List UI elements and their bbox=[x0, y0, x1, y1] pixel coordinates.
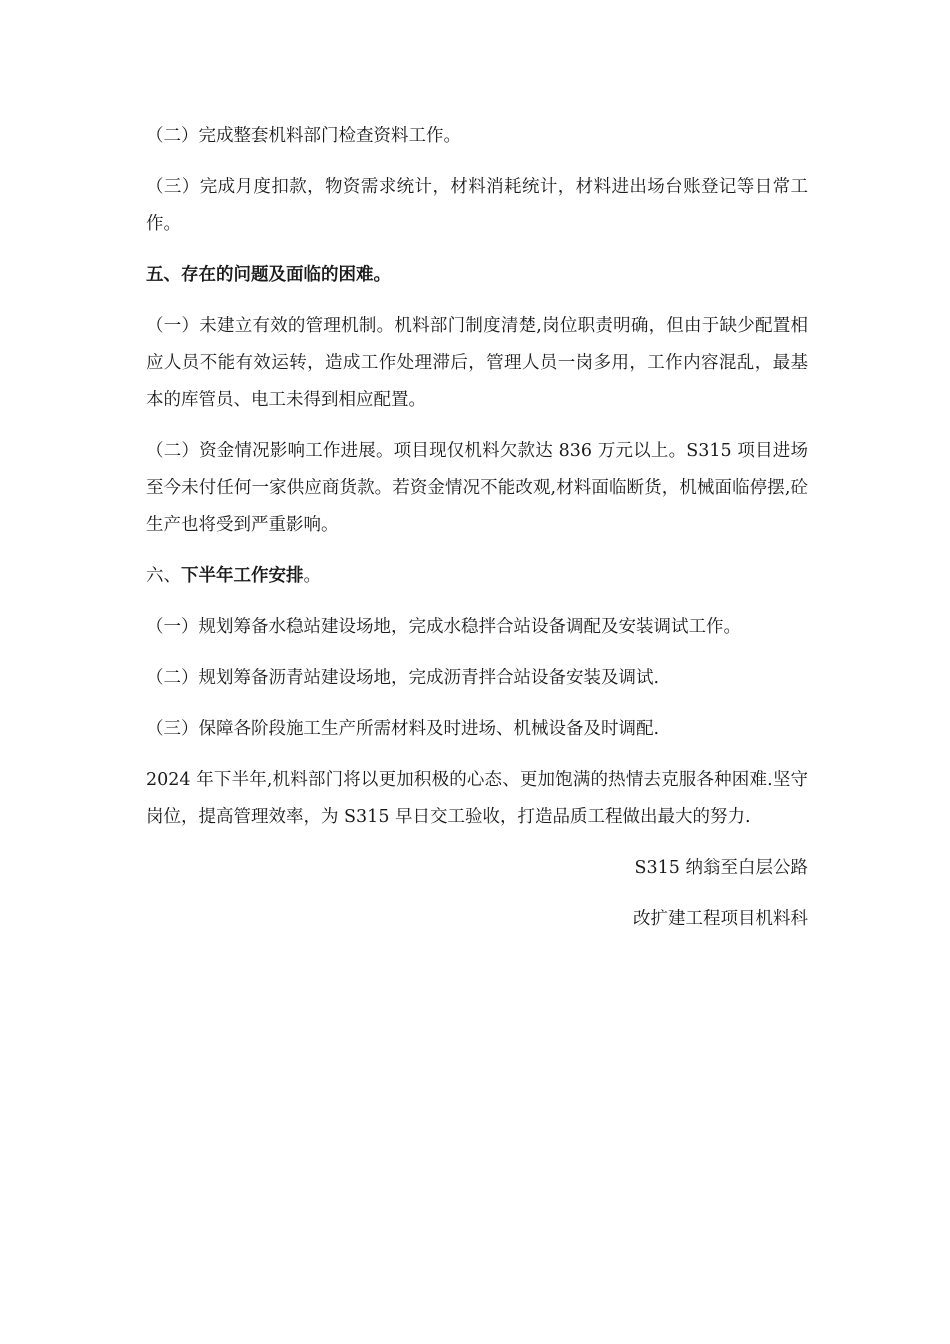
closing-paragraph: 2024 年下半年,机料部门将以更加积极的心态、更加饱满的热情去克服各种困难.坚守岗位，提高管理效率，为 S315 早日交工验收，打造品质工程做出最大的努力. bbox=[146, 770, 808, 827]
signature-line-2: 改扩建工程项目机料科 bbox=[633, 909, 808, 929]
section-6-heading bbox=[146, 558, 808, 595]
item-2-4: （二）完成整套机料部门检查资料工作。 bbox=[146, 126, 461, 146]
signature-line-1: S315 纳翁至白层公路 bbox=[634, 858, 808, 878]
document-body bbox=[146, 118, 808, 952]
section-6-heading-end: 。 bbox=[303, 566, 321, 586]
section-6-heading-number: 六、 bbox=[146, 566, 181, 586]
section-6-item-2: （二）规划筹备沥青站建设场地，完成沥青拌合站设备安装及调试. bbox=[146, 668, 660, 688]
section-5-heading: 五、存在的问题及面临的困难。 bbox=[146, 265, 391, 285]
section-5-item-2: （二）资金情况影响工作进展。项目现仅机料欠款达 836 万元以上。S315 项目进场至今未付任何一家供应商货款。若资金情况不能改观,材料面临断货，机械面临停摆,砼生产也将受到严重影响。 bbox=[146, 441, 808, 535]
section-6-item-3: （三）保障各阶段施工生产所需材料及时进场、机械设备及时调配. bbox=[146, 719, 660, 739]
section-6-heading-text: 下半年工作安排 bbox=[181, 566, 304, 586]
section-6-item-1: （一）规划筹备水稳站建设场地，完成水稳拌合站设备调配及安装调试工作。 bbox=[146, 617, 741, 637]
section-5-item-1: （一）未建立有效的管理机制。机料部门制度清楚,岗位职责明确，但由于缺少配置相应人员不能有效运转，造成工作处理滞后，管理人员一岗多用，工作内容混乱，最基本的库管员、电工未得到相应配置。 bbox=[146, 316, 808, 410]
item-3-4: （三）完成月度扣款，物资需求统计，材料消耗统计，材料进出场台账登记等日常工作。 bbox=[146, 177, 808, 234]
